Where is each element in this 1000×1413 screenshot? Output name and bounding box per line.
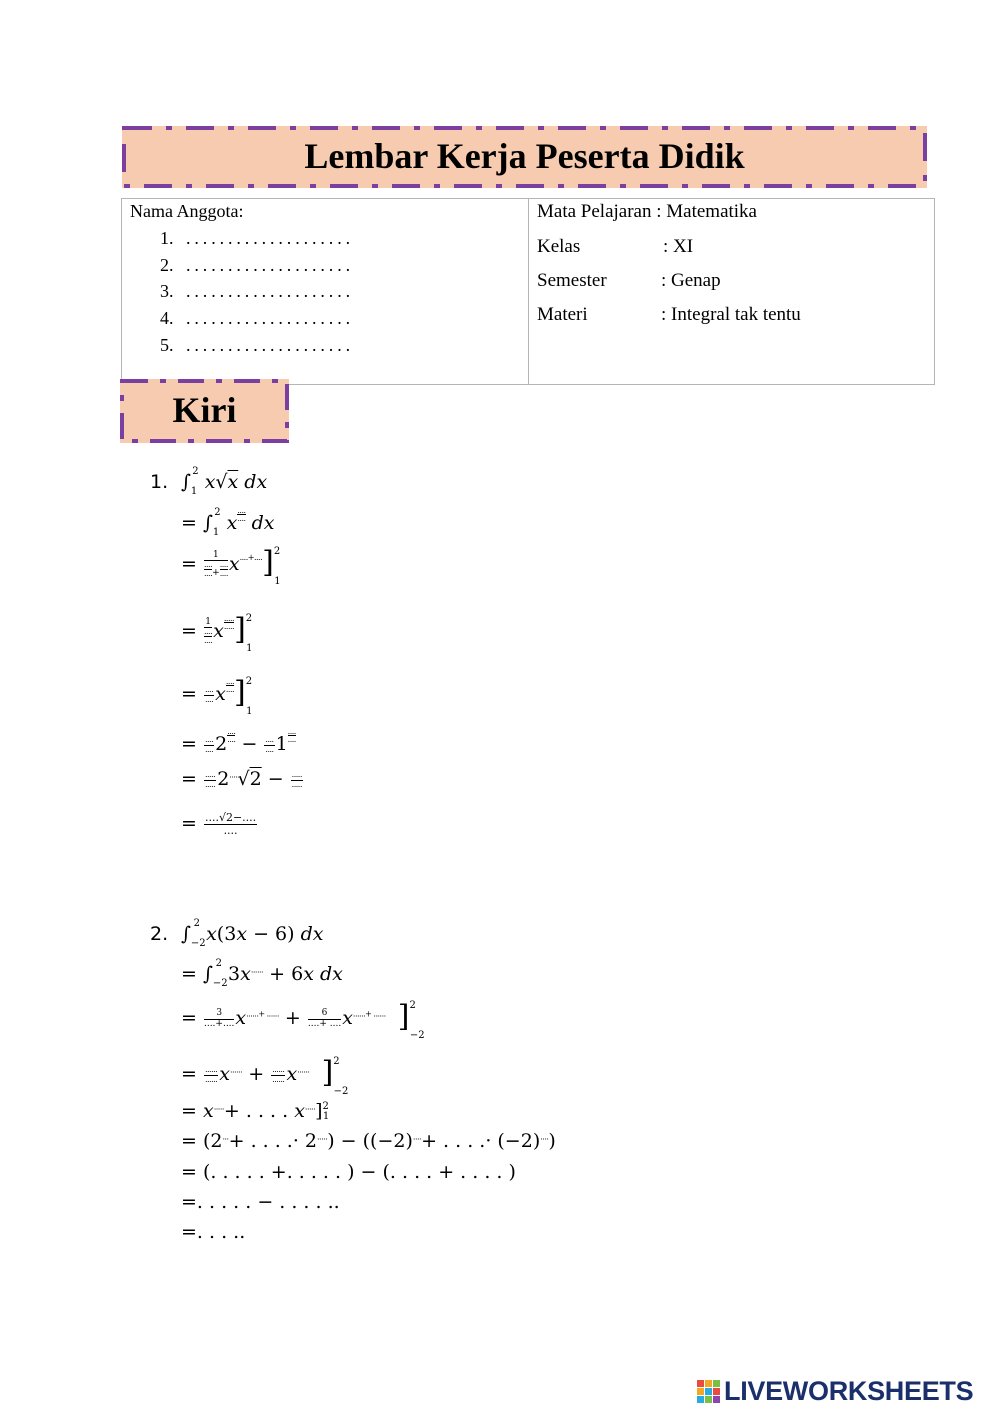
p2-line-1: $\int_{-2}^2$ x(3x − 6) dx [181,918,324,949]
member-number: 4. [160,308,174,328]
member-line-5[interactable] [160,335,354,356]
p2-line-9[interactable]: =. . . .. [181,1221,246,1243]
p1-line-8[interactable]: = $\frac{....√2-....}{....}$ [181,811,257,838]
title-banner [122,126,927,188]
table-divider [528,199,529,384]
subject-field: Mata Pelajaran : Matematika [537,201,757,222]
p2-line-2[interactable]: = $\int_{-2}^2$ 3x...... + 6x dx [181,958,343,989]
class-label: Kelas [537,236,581,257]
semester-value: : Genap [661,270,721,291]
member-blank[interactable]: .................... [186,228,354,248]
p1-line-7[interactable]: = $\frac{.....}{.....}$ 2....√2 − $\frac{.....}{.....}$ [181,768,302,790]
member-number: 5. [160,335,174,355]
problem-2-number: 2. [150,923,169,945]
p1-line-5[interactable]: = $\frac{....}{....}$ x .... .... ]$^2_1$ [181,675,253,717]
members-label: Nama Anggota: [130,201,244,221]
member-line-2[interactable] [160,255,354,276]
info-table [121,198,935,385]
p1-line-3[interactable]: = 1 .... .... + .... .... x....+....]$^2_1$ [181,545,281,587]
member-blank[interactable]: .................... [186,308,354,328]
p2-line-7[interactable]: = (. . . . . +. . . . . ) − (. . . . + . . . . ) [181,1161,516,1183]
liveworksheets-logo-icon [697,1378,721,1412]
p1-line-4[interactable]: = 1 .... .... x ..... ..... ]$^2_1$ [181,612,253,654]
p2-line-3[interactable]: = $\frac{3}{....+....}$ x......+ ...... + $\frac{6}{....+ ....}$ x......+ ...... ]$^2_{-2}$ [181,999,425,1041]
member-line-3[interactable] [160,281,354,302]
brand-logo: LIVEWORKSHEETS [724,1376,974,1406]
p1-line-1: $\int_1^2$ x√x dx [181,466,268,497]
material-label: Materi [537,304,588,325]
member-line-1[interactable] [160,228,354,249]
section-title: Kiri [172,390,237,430]
p1-line-2[interactable]: = $\int_1^2$ x .... .... dx [181,506,275,539]
p2-line-4[interactable]: = $\frac{......}{......}$ x...... + $\frac{......}{......}$ x...... ]$^2_{-2}$ [181,1055,349,1097]
class-value: : XI [663,236,694,257]
p1-line-6[interactable]: = $\frac{....}{....}$ 2 .... .... − $\frac{....}{....}$ 1 .... .... [181,727,296,756]
page-title: Lembar Kerja Peserta Didik [304,136,745,176]
member-number: 3. [160,281,174,301]
semester-label: Semester [537,270,607,291]
problem-1-number: 1. [150,471,169,493]
member-number: 2. [160,255,174,275]
material-value: : Integral tak tentu [661,304,801,325]
p2-line-5[interactable]: = x.....+ . . . . x.....]$^2_1$ [181,1100,330,1122]
member-number: 1. [160,228,174,248]
p2-line-6[interactable]: = (2...+ . . . .· 2.....) − ((−2)....+ . . . .· (−2)....) [181,1130,556,1152]
member-blank[interactable]: .................... [186,255,354,275]
member-blank[interactable]: .................... [186,281,354,301]
member-line-4[interactable] [160,308,354,329]
section-banner [120,379,289,443]
p2-line-8[interactable]: =. . . . . − . . . . .. [181,1191,340,1213]
member-blank[interactable]: .................... [186,335,354,355]
